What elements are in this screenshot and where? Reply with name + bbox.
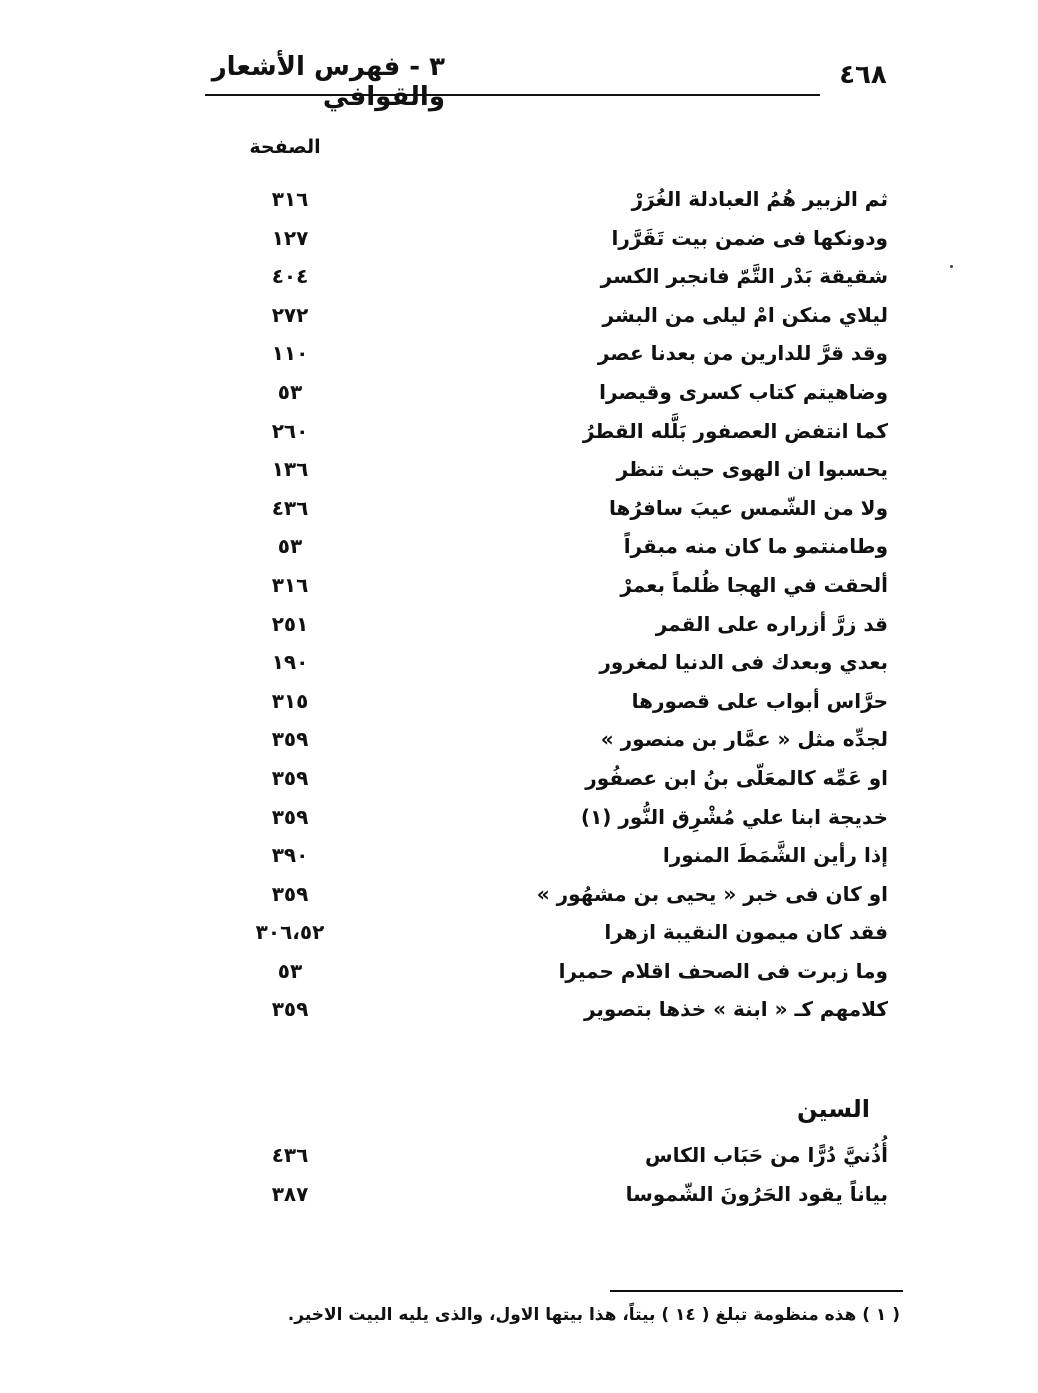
verse-text: يحسبوا ان الهوى حيث تنظر bbox=[616, 457, 888, 482]
index-entry bbox=[240, 184, 900, 223]
footnote: ( ١ ) هذه منظومة تبلغ ( ١٤ ) بيتاً، هذا بيتها الاول، والذى يليه البيت الاخير. bbox=[287, 1305, 900, 1325]
page-reference: ٣١٥ bbox=[271, 688, 309, 713]
rhyme-section-heading: السين bbox=[796, 1095, 870, 1123]
page-reference: ٤٣٦ bbox=[271, 1143, 309, 1167]
section-title: ٣ - فهرس الأشعار والقوافي bbox=[211, 52, 445, 112]
verse-text: ثم الزبير هُمُ العبادلة الغُرَرْ bbox=[631, 187, 888, 211]
page-reference: ٥٣ bbox=[277, 379, 303, 404]
page-reference: ١٢٧ bbox=[271, 225, 309, 250]
verse-text: فقد كان ميمون النقيبة ازهرا bbox=[604, 920, 888, 945]
verse-text: حرَّاس أبواب على قصورها bbox=[631, 688, 888, 713]
page-reference: ٣١٦ bbox=[271, 187, 309, 211]
verse-text: او كان فى خبر « يحيى بن مشهُور » bbox=[536, 881, 888, 906]
verse-text: وقد قرَّ للدارين من بعدنا عصر bbox=[597, 341, 888, 366]
index-entry bbox=[240, 724, 900, 763]
index-entry bbox=[240, 994, 900, 1033]
verse-text: وضاهيتم كتاب كسرى وقيصرا bbox=[599, 379, 888, 404]
index-entry bbox=[240, 570, 900, 609]
index-entry bbox=[240, 377, 900, 416]
scan-speck bbox=[950, 265, 953, 268]
page-reference: ٣٥٩ bbox=[271, 727, 309, 752]
page-reference: ٥٣ bbox=[277, 534, 303, 559]
index-entry bbox=[240, 223, 900, 262]
index-entry bbox=[240, 454, 900, 493]
verse-text: أُذُنيَّ دُرًّا من حَبَاب الكاس bbox=[644, 1143, 888, 1167]
page-reference: ٤٠٤ bbox=[271, 264, 309, 289]
page-reference: ٣٩٠ bbox=[271, 843, 309, 868]
verse-text: وطامنتمو ما كان منه مبقراً bbox=[623, 534, 888, 559]
page-number: ٤٦٨ bbox=[839, 60, 887, 90]
page-reference: ٢٧٢ bbox=[271, 302, 309, 327]
verse-text: قد زرَّ أزراره على القمر bbox=[655, 611, 888, 636]
index-entry bbox=[240, 686, 900, 725]
page-reference: ٣٠٦،٥٢ bbox=[255, 920, 325, 945]
verse-text: وما زبرت فى الصحف اقلام حميرا bbox=[558, 958, 888, 983]
page-reference: ١٣٦ bbox=[271, 457, 309, 482]
index-entry bbox=[240, 416, 900, 455]
verse-text: ألحقت في الهجا ظُلماً بعمرْ bbox=[620, 572, 888, 597]
index-entry bbox=[240, 840, 900, 879]
page-reference: ٣٥٩ bbox=[271, 997, 309, 1022]
index-entry bbox=[240, 261, 900, 300]
index-entry bbox=[240, 609, 900, 648]
verse-text: لجدِّه مثل « عمَّار بن منصور » bbox=[600, 727, 888, 752]
verse-text: كلامهم كـ « ابنة » خذها بتصوير bbox=[583, 997, 888, 1022]
verse-text: كما انتفض العصفور بَلَّله القطرُ bbox=[582, 418, 888, 443]
page-reference: ٢٥١ bbox=[271, 611, 309, 636]
verse-text: بعدي وبعدك فى الدنيا لمغرور bbox=[599, 650, 888, 675]
index-entry bbox=[240, 1140, 900, 1179]
page-reference: ٣٨٧ bbox=[271, 1181, 309, 1206]
verse-text: بياناً يقود الحَرُونَ الشّموسا bbox=[625, 1181, 888, 1206]
index-entry bbox=[240, 1179, 900, 1218]
index-entry bbox=[240, 300, 900, 339]
index-entry bbox=[240, 493, 900, 532]
verse-text: ليلاي منكن امْ ليلى من البشر bbox=[602, 302, 888, 327]
page-reference: ٢٦٠ bbox=[271, 418, 309, 443]
index-entry bbox=[240, 647, 900, 686]
index-entry bbox=[240, 338, 900, 377]
verse-index-list bbox=[240, 184, 900, 1033]
page-reference: ٥٣ bbox=[277, 958, 303, 983]
page-reference: ٣٥٩ bbox=[271, 881, 309, 906]
page-reference: ٣١٦ bbox=[271, 572, 309, 597]
footnote-divider bbox=[610, 1290, 903, 1292]
verse-text: شقيقة بَدْر التَّمّ فانجبر الكسر bbox=[600, 264, 888, 289]
index-entry bbox=[240, 917, 900, 956]
page-reference: ٣٥٩ bbox=[271, 804, 309, 829]
page-column-label: الصفحة bbox=[249, 136, 321, 158]
index-entry bbox=[240, 879, 900, 918]
verse-text: ودونكها فى ضمن بيت تَقَرَّرا bbox=[611, 225, 888, 250]
index-entry bbox=[240, 763, 900, 802]
verse-text: او عَمِّه كالمعَلّى بنُ ابن عصفُور bbox=[585, 765, 888, 790]
verse-text: خديجة ابنا علي مُشْرِق النُّور (١) bbox=[580, 804, 888, 829]
page-reference: ١١٠ bbox=[271, 341, 309, 366]
index-entry bbox=[240, 531, 900, 570]
index-entry bbox=[240, 802, 900, 841]
verse-text: إذا رأين الشَّمَطَ المنورا bbox=[662, 843, 888, 868]
page-reference: ٣٥٩ bbox=[271, 765, 309, 790]
header-divider bbox=[205, 94, 820, 96]
verse-text: ولا من الشّمس عيبَ سافرُها bbox=[608, 495, 888, 520]
page-reference: ١٩٠ bbox=[271, 650, 309, 675]
page-reference: ٤٣٦ bbox=[271, 495, 309, 520]
index-entry bbox=[240, 956, 900, 995]
section-verse-list bbox=[240, 1140, 900, 1217]
